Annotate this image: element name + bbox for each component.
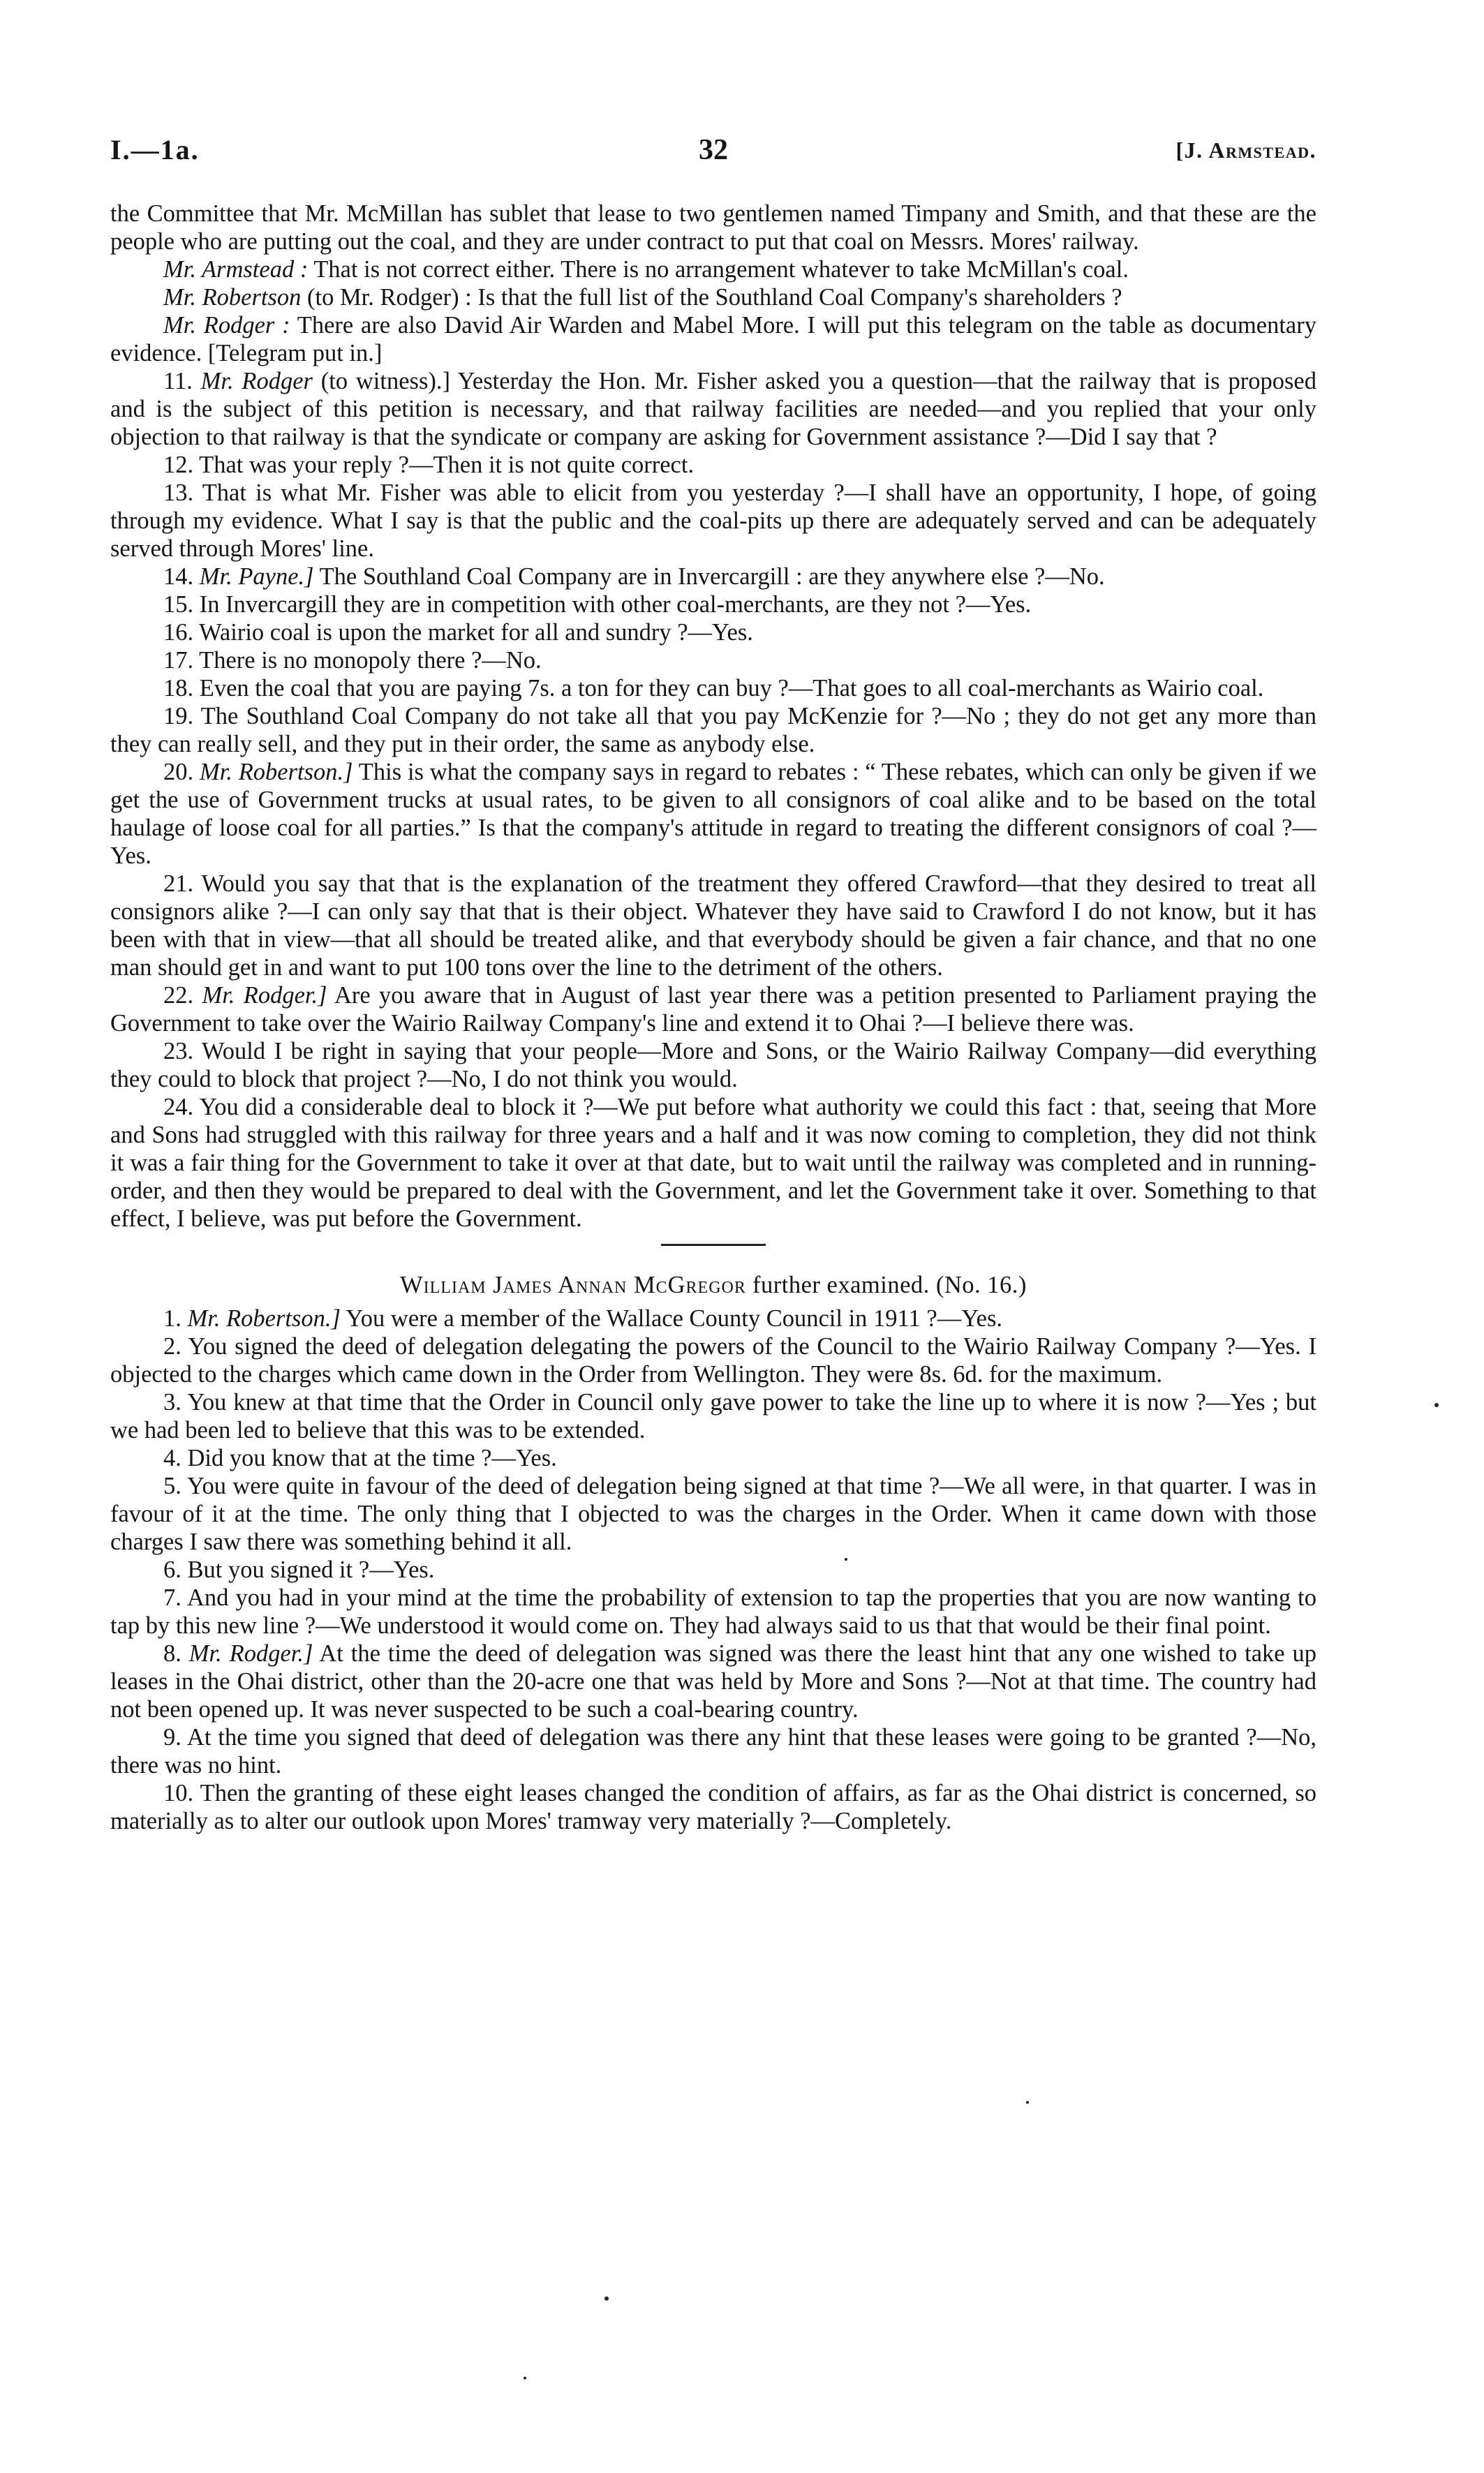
question-11 — [110, 367, 1316, 451]
question-20 — [110, 758, 1316, 870]
question-text: This is what the company says in regard to rebates : “ These rebates, which can only be given if we get the use of Government trucks at usual rates, to be given to all consignors of coal alike and to be based on the total haulage of loose coal for all parties.” Is that the company's attitude in regard to treating the different consignors of coal ?—Yes. — [110, 759, 1316, 869]
question-18: 18. Even the coal that you are paying 7s. a ton for they can buy ?—That goes to all coal-merchants as Wairio coal. — [163, 675, 1264, 701]
scan-speck — [1434, 1403, 1439, 1407]
question-6: 6. But you signed it ?—Yes. — [163, 1557, 435, 1583]
witness-heading-suffix: further examined. (No. 16.) — [745, 1272, 1027, 1298]
question-16: 16. Wairio coal is upon the market for all and sundry ?—Yes. — [163, 619, 753, 646]
statement-rodger — [110, 311, 1316, 367]
question-13: 13. That is what Mr. Fisher was able to elicit from you yesterday ?—I shall have an opportunity, I hope, of going through my evidence. What I say is that the public and the coal-pits up there are adequately served and can be adequately served through Mores' line. — [110, 480, 1316, 562]
witness-name: William James Annan McGregor — [400, 1272, 746, 1298]
question-text: At the time the deed of delegation was signed was there the least hint that any one wished to take up leases in the Ohai district, other than the 20-acre one that was held by More and Sons ?—Not at that time. The country had not been opened up. It was never suspected to be such a coal-bearing country. — [110, 1640, 1316, 1723]
question-text: (to witness).] Yesterday the Hon. Mr. Fisher asked you a question—that the railway that is proposed and is the subject of this petition is necessary, and that railway facilities are needed—and you replied that your only objection to that railway is that the syndicate or company are asking for Government assistance ?—Did I say that ? — [110, 368, 1316, 450]
question-1 — [110, 1305, 1316, 1332]
question-8 — [110, 1640, 1316, 1723]
question-24: 24. You did a considerable deal to block it ?—We put before what authority we could this fact : that, seeing that More and Sons had struggled with this railway for three years and a half and it was now coming to completion, they did not think it was a fair thing for the Government to take it over at that date, but to wait until the railway was completed and in running-order, and then they would be prepared to deal with the Government, and let the Government take it over. Something to that effect, I believe, was put before the Government. — [110, 1094, 1316, 1232]
question-22 — [110, 981, 1316, 1037]
question-text: You were a member of the Wallace County Council in 1911 ?—Yes. — [340, 1305, 1003, 1332]
question-7: 7. And you had in your mind at the time the probability of extension to tap the properties that you are now wanting to tap by this new line ?—We understood it would come on. They had always said to us that that would be their final point. — [110, 1584, 1316, 1639]
question-17: 17. There is no monopoly there ?—No. — [163, 647, 542, 674]
section-divider — [661, 1244, 766, 1246]
question-15: 15. In Invercargill they are in competition with other coal-merchants, are they not ?—Yes. — [163, 591, 1032, 618]
question-number: 11. — [163, 368, 201, 394]
scan-speck — [524, 2377, 526, 2379]
question-23: 23. Would I be right in saying that your people—More and Sons, or the Wairio Railway Company—did everything they could to block that project ?—No, I do not think you would. — [110, 1038, 1316, 1092]
question-10: 10. Then the granting of these eight leases changed the condition of affairs, as far as the Ohai district is concerned, so materially as to alter our outlook upon Mores' tramway very materially ?—Completely. — [110, 1780, 1316, 1834]
question-text: The Southland Coal Company are in Invercargill : are they anywhere else ?—No. — [313, 563, 1105, 590]
statement-text: That is not correct either. There is no arrangement whatever to take McMillan's coal. — [308, 256, 1129, 283]
speaker-label: Mr. Payne.] — [199, 563, 314, 590]
document-reference: I.—1a. — [110, 134, 200, 165]
question-number: 8. — [163, 1640, 189, 1667]
question-21: 21. Would you say that that is the explanation of the treatment they offered Crawford—that they desired to treat all consignors alike ?—I can only say that that is their object. Whatever they have said to Crawford I do not know, but it has been with that in view—that all should be treated alike, and that everybody should be given a fair chance, and that no one man should get in and want to put 100 tons over the line to the detriment of the others. — [110, 870, 1316, 981]
speaker-label: Mr. Rodger.] — [188, 1640, 313, 1667]
speaker-label: Mr. Robertson.] — [187, 1305, 341, 1332]
question-12: 12. That was your reply ?—Then it is not quite correct. — [163, 452, 695, 478]
speaker-label: Mr. Robertson — [163, 284, 302, 311]
statement-robertson — [110, 283, 1316, 311]
question-19: 19. The Southland Coal Company do not take all that you pay McKenzie for ?—No ; they do not get any more than they can really sell, and they put in their order, the same as anybody else. — [110, 703, 1316, 757]
speaker-label: Mr. Armstead : — [163, 256, 309, 283]
speaker-label: Mr. Robertson.] — [199, 759, 353, 785]
scan-speck — [1026, 2101, 1029, 2104]
witness-running-head: [J. Armstead. — [1175, 138, 1316, 163]
question-number: 22. — [163, 982, 202, 1009]
statement-armstead — [110, 255, 1316, 283]
speaker-label: Mr. Rodger — [200, 368, 313, 394]
question-4: 4. Did you know that at the time ?—Yes. — [163, 1445, 557, 1471]
question-9: 9. At the time you signed that deed of delegation was there any hint that these leases were going to be granted ?—No, there was no hint. — [110, 1724, 1316, 1778]
question-2: 2. You signed the deed of delegation delegating the powers of the Council to the Wairio Railway Company ?—Yes. I objected to the charges which came down in the Order from Wellington. They were 8s. 6d. for the maximum. — [110, 1333, 1316, 1388]
witness-heading — [110, 1271, 1316, 1299]
statement-text: (to Mr. Rodger) : Is that the full list of the Southland Coal Company's shareholders ? — [301, 284, 1122, 311]
speaker-label: Mr. Rodger : — [163, 312, 290, 339]
scan-speck — [845, 1558, 847, 1561]
statement-text: There are also David Air Warden and Mabel More. I will put this telegram on the table as documentary evidence. [Telegram put in.] — [110, 312, 1316, 366]
question-text: Are you aware that in August of last year there was a petition presented to Parliament praying the Government to take over the Wairio Railway Company's line and extend it to Ohai ?—I believe there was. — [110, 982, 1317, 1037]
question-number: 14. — [163, 563, 200, 590]
speaker-label: Mr. Rodger.] — [202, 982, 327, 1009]
document-page — [110, 133, 1316, 1835]
question-3: 3. You knew at that time that the Order in Council only gave power to take the line up to where it is now ?—Yes ; but we had been led to believe that this was to be extended. — [110, 1389, 1316, 1443]
page-number: 32 — [699, 134, 728, 166]
question-number: 20. — [163, 759, 200, 785]
question-number: 1. — [163, 1305, 188, 1332]
continuation-paragraph: the Committee that Mr. McMillan has sublet that lease to two gentlemen named Timpany and Smith, and that these are the people who are putting out the coal, and they are under contract to put that coal on Messrs. Mores' railway. — [110, 200, 1316, 255]
question-14 — [110, 563, 1316, 591]
page-header — [110, 133, 1316, 172]
scan-speck — [604, 2296, 609, 2301]
question-5: 5. You were quite in favour of the deed of delegation being signed at that time ?—We all were, in that quarter. I was in favour of it at the time. The only thing that I objected to was the charges in the Order. When it came down with those charges I saw there was something behind it all. — [110, 1473, 1316, 1555]
